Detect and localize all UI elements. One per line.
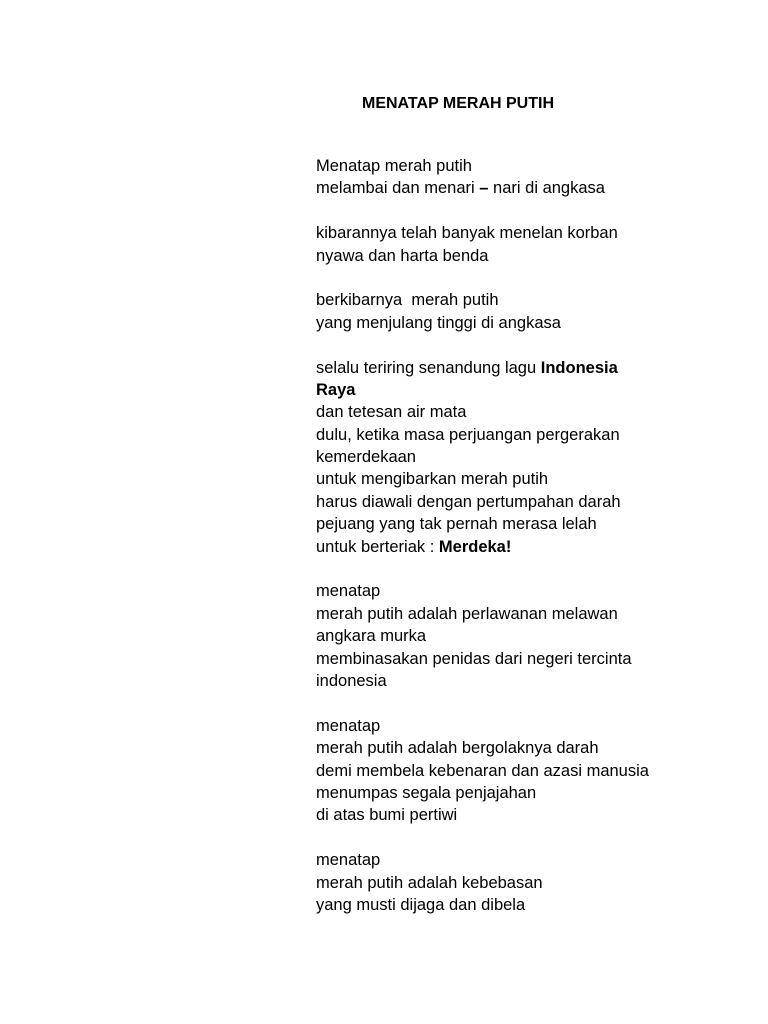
poem-line: indonesia [316,671,387,690]
poem-line: harus diawali dengan pertumpahan darah [316,492,621,511]
poem-line: yang musti dijaga dan dibela [316,895,526,914]
stanza-6 [316,715,656,827]
poem-line: yang menjulang tinggi di angkasa [316,313,561,332]
poem-line: membinasakan penidas dari negeri tercinta [316,649,632,668]
poem-line: menatap [316,716,381,735]
poem-line [316,379,656,401]
poem-line: kemerdekaan [316,448,416,467]
poem-title: MENATAP MERAH PUTIH [362,95,554,112]
poem-line: menumpas segala penjajahan [316,783,537,802]
poem-line: menatap [316,582,381,601]
poem-line: melambai dan menari – nari di angkasa [316,179,605,198]
emphasis-indonesia: Indonesia [540,358,618,377]
poem-line: merah putih adalah perlawanan melawan [316,604,618,623]
poem-line: demi membela kebenaran dan azasi manusia [316,761,649,780]
poem-line: Menatap merah putih [316,157,472,175]
stanza-5 [316,580,656,692]
poem-line: dan tetesan air mata [316,403,467,422]
emphasis-raya: Raya [316,380,356,399]
poem-body [316,155,656,916]
poem-line: pejuang yang tak pernah merasa lelah [316,515,597,534]
poem-line: nyawa dan harta benda [316,246,489,265]
poem-line: di atas bumi pertiwi [316,806,458,825]
poem-line: angkara murka [316,627,427,646]
stanza-4 [316,357,656,559]
stanza-7 [316,849,656,916]
poem-line: berkibarnya merah putih [316,291,499,310]
poem-line: untuk mengibarkan merah putih [316,470,549,489]
dash-mark: – [479,179,489,198]
poem-line: kibarannya telah banyak menelan korban [316,224,618,243]
stanza-2 [316,222,656,267]
emphasis-merdeka: Merdeka! [438,537,512,556]
poem-line: merah putih adalah bergolaknya darah [316,739,599,758]
poem-line: menatap [316,851,381,870]
poem-line: selalu teriring senandung lagu Indonesia [316,358,618,377]
poem-line: dulu, ketika masa perjuangan pergerakan [316,425,620,444]
stanza-3 [316,289,656,334]
poem-line: untuk berteriak : Merdeka! [316,537,512,556]
poem-line: merah putih adalah kebebasan [316,873,543,892]
stanza-1 [316,155,656,200]
